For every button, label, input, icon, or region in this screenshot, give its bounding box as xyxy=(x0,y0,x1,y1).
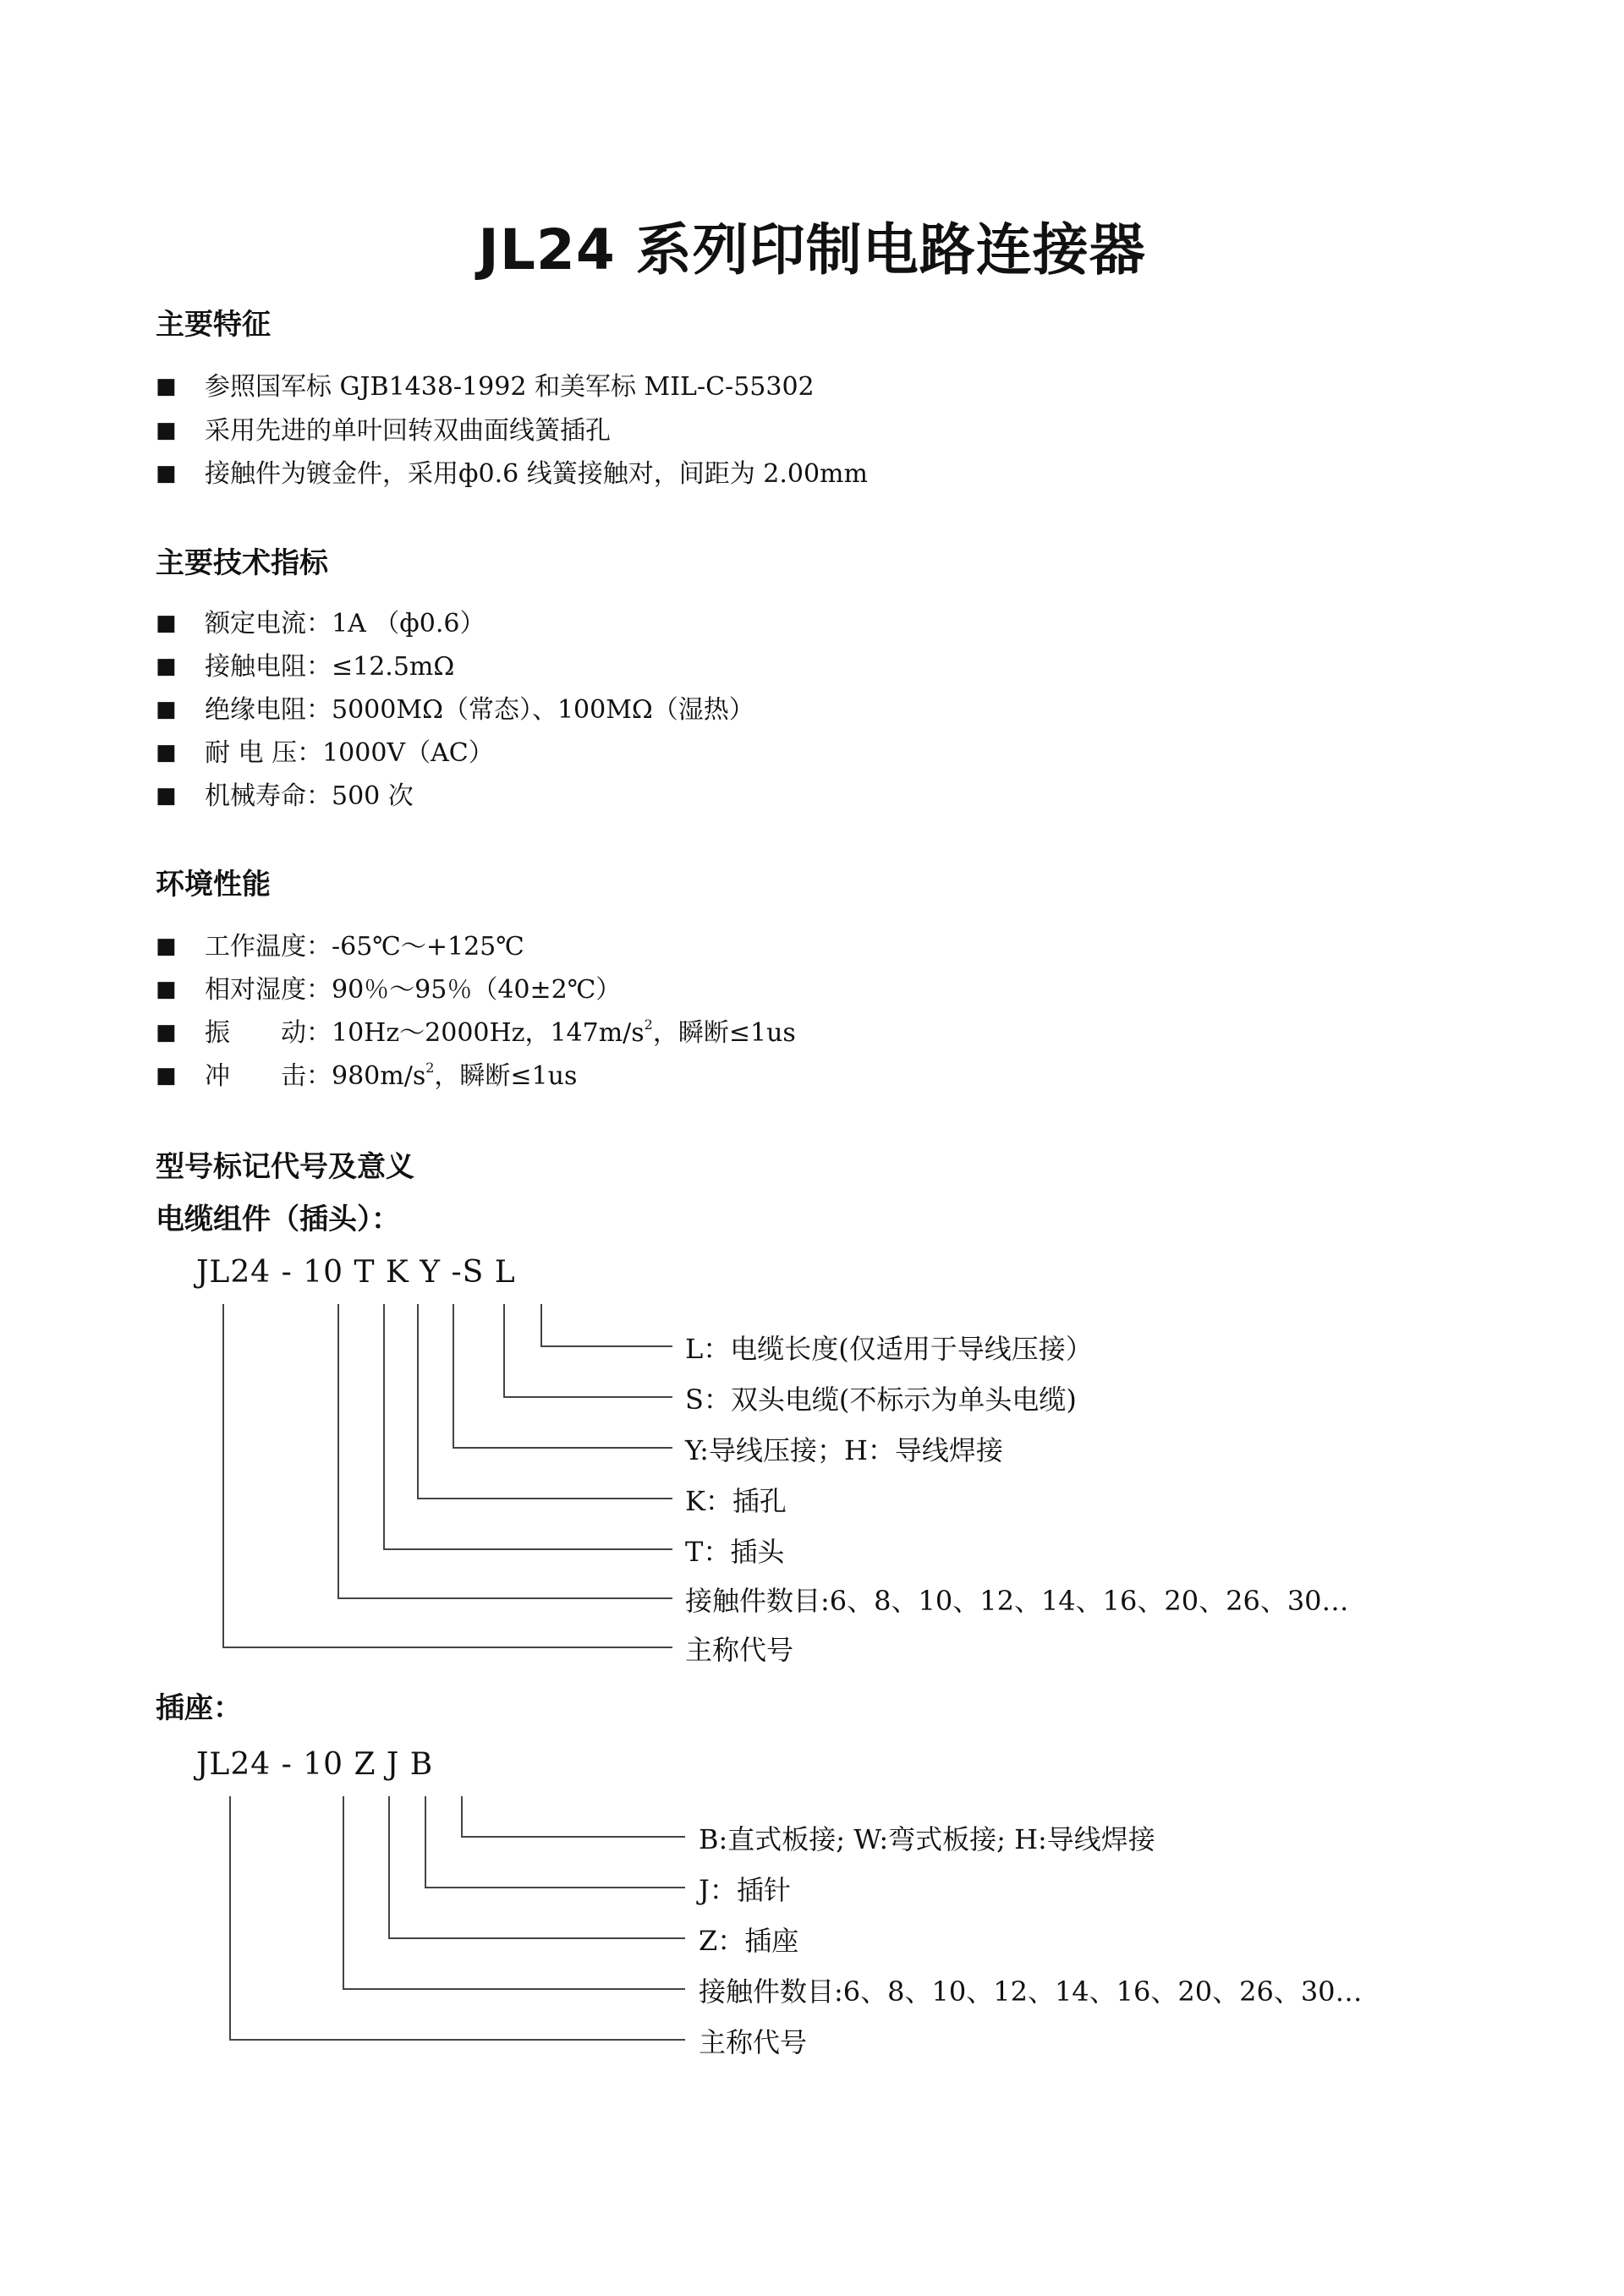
cable-model-code: JL24 - 10 T K Y -S L xyxy=(196,1255,516,1290)
page-title: JL24 系列印制电路连接器 xyxy=(478,217,1146,282)
spec-item: ■ 机械寿命：500 次 xyxy=(156,781,414,811)
socket-legend-item: B:直式板接; W:弯式板接; H:导线焊接 xyxy=(699,1823,1155,1855)
cable-legend-item: T：插头 xyxy=(685,1536,785,1568)
socket-legend-item: J：插针 xyxy=(699,1874,791,1906)
bullet-icon: ■ xyxy=(156,697,177,722)
socket-model-code: JL24 - 10 Z J B xyxy=(196,1747,434,1782)
leader-line-Z xyxy=(389,1796,685,1938)
feature-item: ■ 采用先进的单叶回转双曲面线簧插孔 xyxy=(156,416,611,446)
leader-line-L xyxy=(541,1304,672,1346)
environment-item-shock: ■ 冲 击：$980m/s^2$，瞬断≤1us xyxy=(156,1060,578,1091)
spec-item: ■ 绝缘电阻：5000MΩ（常态）、100MΩ（湿热） xyxy=(156,695,754,725)
spec-item: ■ 额定电流：1A （ф0.6） xyxy=(156,609,486,638)
leader-line-socket-count xyxy=(343,1796,685,1989)
socket-legend-item: 主称代号 xyxy=(699,2026,808,2058)
bullet-icon: ■ xyxy=(156,374,177,399)
cable-legend-item: K：插孔 xyxy=(685,1485,787,1517)
leader-line-K xyxy=(418,1304,672,1499)
bullet-icon: ■ xyxy=(156,783,177,808)
feature-item: ■ 参照国军标 GJB1438-1992 和美军标 MIL-C-55302 xyxy=(156,372,815,402)
socket-legend-item: Z：插座 xyxy=(699,1925,799,1957)
features-heading: 主要特征 xyxy=(156,308,271,342)
leader-line-B xyxy=(462,1796,685,1837)
leader-line-count xyxy=(338,1304,672,1598)
leader-line-prefix xyxy=(223,1304,672,1647)
cable-heading: 电缆组件（插头）： xyxy=(156,1203,400,1236)
socket-legend-item: 接触件数目:6、8、10、12、14、16、20、26、30… xyxy=(699,1975,1363,2008)
model-heading: 型号标记代号及意义 xyxy=(156,1150,414,1184)
bullet-icon: ■ xyxy=(156,654,177,679)
environment-heading: 环境性能 xyxy=(156,868,271,901)
specs-heading: 主要技术指标 xyxy=(156,546,328,580)
spec-item: ■ 耐 电 压：1000V（AC） xyxy=(156,738,494,768)
environment-item: ■ 相对湿度：90％～95％（40±2℃） xyxy=(156,975,622,1005)
environment-item: ■ 工作温度：-65℃～+125℃ xyxy=(156,932,524,962)
bullet-icon: ■ xyxy=(156,611,177,636)
socket-heading: 插座： xyxy=(156,1691,242,1725)
bullet-icon: ■ xyxy=(156,1020,177,1045)
bullet-icon: ■ xyxy=(156,1063,177,1088)
leader-line-T xyxy=(384,1304,672,1549)
bullet-icon: ■ xyxy=(156,977,177,1002)
leader-line-S xyxy=(504,1304,672,1397)
cable-legend-item: 主称代号 xyxy=(685,1634,794,1666)
leader-line-socket-prefix xyxy=(230,1796,685,2040)
bullet-icon: ■ xyxy=(156,740,177,765)
spec-item: ■ 接触电阻：≤12.5mΩ xyxy=(156,652,455,682)
cable-legend-item: 接触件数目:6、8、10、12、14、16、20、26、30… xyxy=(685,1585,1349,1617)
bullet-icon: ■ xyxy=(156,934,177,959)
bullet-icon: ■ xyxy=(156,418,177,443)
leader-line-Y xyxy=(453,1304,672,1448)
cable-legend-item: S：双头电缆(不标示为单头电缆) xyxy=(685,1384,1077,1416)
cable-legend-item: L：电缆长度(仅适用于导线压接） xyxy=(685,1333,1093,1365)
cable-legend-item: Y:导线压接；H：导线焊接 xyxy=(685,1434,1003,1466)
bullet-icon: ■ xyxy=(156,461,177,486)
leader-line-J xyxy=(425,1796,685,1888)
environment-item-vibration: ■ 振 动：10Hz～2000Hz，$147m/s^2$，瞬断≤1us xyxy=(156,1016,796,1048)
feature-item: ■ 接触件为镀金件，采用ф0.6 线簧接触对，间距为 2.00mm xyxy=(156,459,868,489)
